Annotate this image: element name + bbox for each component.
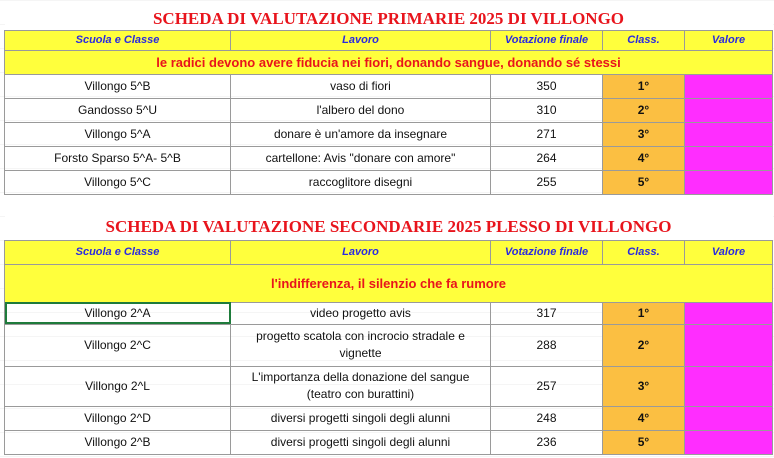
- school-cell[interactable]: Gandosso 5^U: [5, 98, 231, 122]
- rank-cell[interactable]: 1°: [603, 74, 685, 98]
- primary-evaluation-table: [4, 8, 773, 195]
- score-cell[interactable]: 310: [491, 98, 603, 122]
- valore-cell[interactable]: [685, 430, 773, 454]
- work-cell[interactable]: raccoglitore disegni: [231, 170, 491, 194]
- work-cell[interactable]: diversi progetti singoli degli alunni: [231, 406, 491, 430]
- table-row: [5, 366, 773, 406]
- primary-theme[interactable]: le radici devono avere fiducia nei fiori, donando sangue, donando sé stessi: [5, 50, 773, 74]
- header-valore[interactable]: Valore: [685, 30, 773, 50]
- score-cell[interactable]: 255: [491, 170, 603, 194]
- school-cell[interactable]: Villongo 2^L: [5, 366, 231, 406]
- work-cell[interactable]: vaso di fiori: [231, 74, 491, 98]
- score-cell[interactable]: 236: [491, 430, 603, 454]
- work-cell[interactable]: cartellone: Avis "donare con amore": [231, 146, 491, 170]
- valore-cell[interactable]: [685, 74, 773, 98]
- rank-cell[interactable]: 5°: [603, 430, 685, 454]
- table-row: [5, 146, 773, 170]
- valore-cell[interactable]: [685, 98, 773, 122]
- header-valore[interactable]: Valore: [685, 240, 773, 264]
- school-cell[interactable]: Villongo 2^C: [5, 324, 231, 366]
- score-cell[interactable]: 350: [491, 74, 603, 98]
- secondary-evaluation-table: [4, 214, 773, 455]
- work-cell[interactable]: diversi progetti singoli degli alunni: [231, 430, 491, 454]
- school-cell[interactable]: Villongo 5^B: [5, 74, 231, 98]
- header-rank[interactable]: Class.: [603, 240, 685, 264]
- header-score[interactable]: Votazione finale: [491, 240, 603, 264]
- secondary-theme[interactable]: l'indifferenza, il silenzio che fa rumore: [5, 264, 773, 302]
- valore-cell[interactable]: [685, 366, 773, 406]
- table-row: [5, 430, 773, 454]
- table-row: [5, 406, 773, 430]
- work-cell[interactable]: L'importanza della donazione del sangue (teatro con burattini): [231, 366, 491, 406]
- valore-cell[interactable]: [685, 146, 773, 170]
- school-cell[interactable]: Villongo 5^C: [5, 170, 231, 194]
- score-cell[interactable]: 264: [491, 146, 603, 170]
- rank-cell[interactable]: 2°: [603, 324, 685, 366]
- school-cell[interactable]: Villongo 2^B: [5, 430, 231, 454]
- rank-cell[interactable]: 2°: [603, 98, 685, 122]
- rank-cell[interactable]: 3°: [603, 366, 685, 406]
- table-row: [5, 170, 773, 194]
- score-cell[interactable]: 317: [491, 302, 603, 324]
- table-row: [5, 74, 773, 98]
- rank-cell[interactable]: 1°: [603, 302, 685, 324]
- table-row: [5, 98, 773, 122]
- primary-title: SCHEDA DI VALUTAZIONE PRIMARIE 2025 DI VILLONGO: [5, 8, 773, 30]
- header-work[interactable]: Lavoro: [231, 30, 491, 50]
- header-rank[interactable]: Class.: [603, 30, 685, 50]
- school-cell[interactable]: Villongo 2^D: [5, 406, 231, 430]
- rank-cell[interactable]: 4°: [603, 146, 685, 170]
- rank-cell[interactable]: 3°: [603, 122, 685, 146]
- score-cell[interactable]: 257: [491, 366, 603, 406]
- header-school[interactable]: Scuola e Classe: [5, 30, 231, 50]
- header-score[interactable]: Votazione finale: [491, 30, 603, 50]
- school-cell[interactable]: Forsto Sparso 5^A- 5^B: [5, 146, 231, 170]
- score-cell[interactable]: 271: [491, 122, 603, 146]
- header-work[interactable]: Lavoro: [231, 240, 491, 264]
- table-row: [5, 122, 773, 146]
- valore-cell[interactable]: [685, 324, 773, 366]
- valore-cell[interactable]: [685, 406, 773, 430]
- table-row: [5, 302, 773, 324]
- valore-cell[interactable]: [685, 302, 773, 324]
- score-cell[interactable]: 288: [491, 324, 603, 366]
- secondary-title: SCHEDA DI VALUTAZIONE SECONDARIE 2025 PLESSO DI VILLONGO: [5, 214, 773, 240]
- table-row: [5, 324, 773, 366]
- school-cell-selected[interactable]: Villongo 2^A: [5, 302, 231, 324]
- score-cell[interactable]: 248: [491, 406, 603, 430]
- rank-cell[interactable]: 5°: [603, 170, 685, 194]
- valore-cell[interactable]: [685, 170, 773, 194]
- header-school[interactable]: Scuola e Classe: [5, 240, 231, 264]
- work-cell[interactable]: progetto scatola con incrocio stradale e vignette: [231, 324, 491, 366]
- work-cell[interactable]: video progetto avis: [231, 302, 491, 324]
- rank-cell[interactable]: 4°: [603, 406, 685, 430]
- valore-cell[interactable]: [685, 122, 773, 146]
- work-cell[interactable]: l'albero del dono: [231, 98, 491, 122]
- work-cell[interactable]: donare è un'amore da insegnare: [231, 122, 491, 146]
- school-cell[interactable]: Villongo 5^A: [5, 122, 231, 146]
